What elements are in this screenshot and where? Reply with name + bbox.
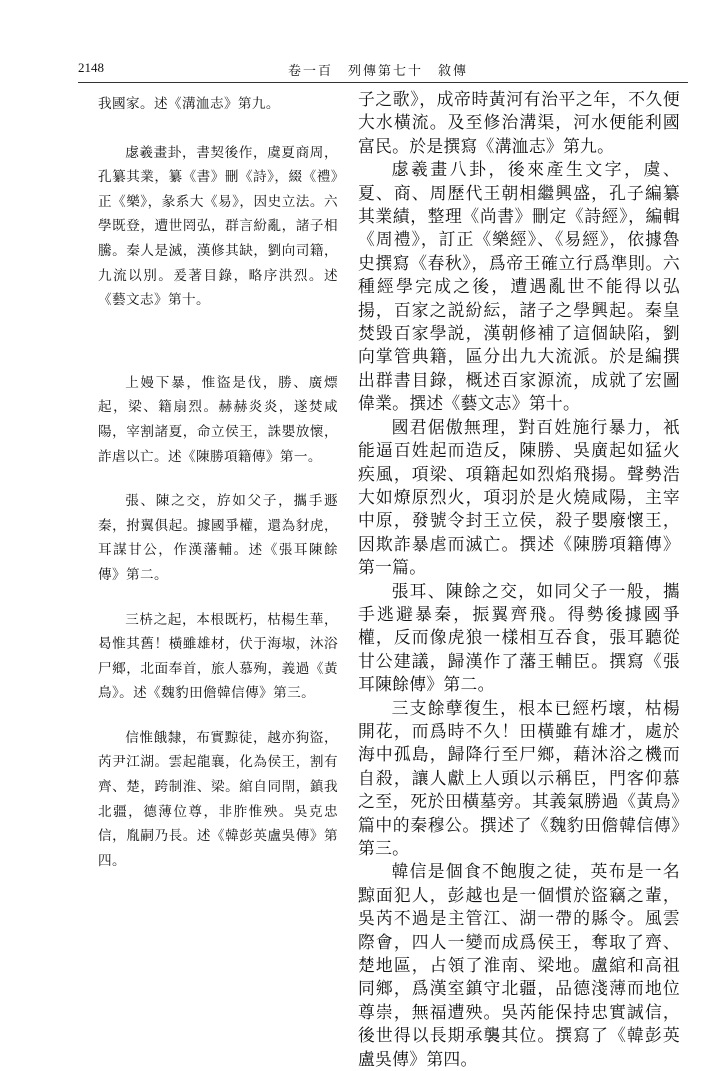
classical-paragraph-0: 我國家。述《溝洫志》第九。 (98, 96, 280, 112)
header-rule (78, 82, 688, 83)
classical-paragraph-1: 虙羲畫卦，書契後作，虞夏商周，孔纂其業，纂《書》刪《詩》，綴《禮》正《樂》，彖系大《易》，因史立法。六學既登，遭世罔弘，群言紛亂，諸子相騰。秦人是滅，漢修其缺，劉向司籍，九流以別。爰著目錄，略序洪烈。述《藝文志》第十。 (98, 144, 338, 309)
classical-paragraph-5: 信惟餓隸，布實黥徒，越亦狗盜，芮尹江湖。雲起龍襄，化為侯王，割有齊、楚，跨制淮、梁。綰自同閈，鎮我北疆，德薄位尊，非胙惟殃。吳克忠信，胤嗣乃長。述《韓彭英盧吳傳》第四。 (98, 729, 338, 869)
translation-paragraph-0: 子之歌》，成帝時黃河有治平之年，不久便大水橫流。及至修治溝渠，河水便能利國富民。於是撰寫《溝洫志》第九。 (358, 89, 680, 156)
translation-paragraph-4: 三支餘孽復生，根本已經朽壞，枯楊開花，而爲時不久！田橫雖有雄才，處於海中孤島，歸降行至尸鄉，藉沐浴之機而自殺，讓人獻上人頭以示稱臣，門客仰慕之至，死於田橫墓旁。其義氣勝過《黃鳥》篇中的秦穆公。撰述了《魏豹田儋韓信傳》第三。 (358, 697, 680, 858)
translation-paragraph-3: 張耳、陳餘之交，如同父子一般，攜手逃避暴秦，振翼齊飛。得勢後據國爭權，反而像虎狼一樣相互吞食，張耳聽從甘公建議，歸漢作了藩王輔臣。撰寫《張耳陳餘傳》第二。 (358, 580, 680, 695)
translation-paragraph-2: 國君倨傲無理，對百姓施行暴力，衹能逼百姓起而造反，陳勝、吳廣起如猛火疾風，項梁、項籍起如烈焰飛揚。聲勢浩大如燎原烈火，項羽於是火燒咸陽，主宰中原，發號令封王立侯，殺子嬰廢懷王，因欺詐暴虐而滅亡。撰述《陳勝項籍傳》第一篇。 (358, 416, 680, 578)
classical-text-column (98, 92, 338, 873)
translation-paragraph-1: 虙羲畫八卦，後來產生文字，虞、夏、商、周歷代王朝相繼興盛，孔子編纂其業績，整理《尚書》刪定《詩經》，編輯《周禮》，訂正《樂經》、《易經》，依據魯史撰寫《春秋》，爲帝王確立行爲準則。六種經學完成之後，遭遇亂世不能得以弘揚，百家之説紛紜，諸子之學興起。秦皇焚毀百家學説，漢朝修補了這個缺陷，劉向掌管典籍，區分出九大流派。於是編撰出群書目錄，概述百家源流，成就了宏圖偉業。撰述《藝文志》第十。 (358, 159, 680, 414)
classical-paragraph-4: 三枿之起，本根既朽，枯楊生華，曷惟其舊！橫雖雄材，伏于海埱，沐浴尸鄉，北面奉首，旅人慕殉，義過《黃鳥》。述《魏豹田儋韓信傳》第三。 (98, 611, 338, 702)
translation-column (358, 88, 680, 1071)
classical-paragraph-2: 上嫚下暴，惟盜是伐，勝、廣熛起，梁、籍扇烈。赫赫炎炎，遂焚咸陽，宰割諸夏，命立侯王，誅嬰放懷，詐虐以亡。述《陳勝項籍傳》第一。 (98, 374, 338, 465)
page-number: 2148 (78, 60, 104, 75)
translation-paragraph-5: 韓信是個食不飽腹之徒，英布是一名黥面犯人，彭越也是一個慣於盜竊之輩，吳芮不過是主管江、湖一帶的縣令。風雲際會，四人一變而成爲侯王，奪取了齊、楚地區，占領了淮南、梁地。盧綰和高祖同鄉，爲漢室鎮守北疆，品德淺薄而地位尊崇，無福遭殃。吳芮能保持忠實誠信，後世得以長期承襲其位。撰寫了《韓彭英盧吳傳》第四。 (358, 861, 680, 1069)
classical-paragraph-3: 張、陳之交，斿如父子，攜手遯秦，拊翼俱起。據國爭權，還為豺虎，耳謀甘公，作漢藩輔。述《張耳陳餘傳》第二。 (98, 493, 338, 583)
running-title: 卷一百 列傳第七十 敘傳 (288, 64, 469, 79)
